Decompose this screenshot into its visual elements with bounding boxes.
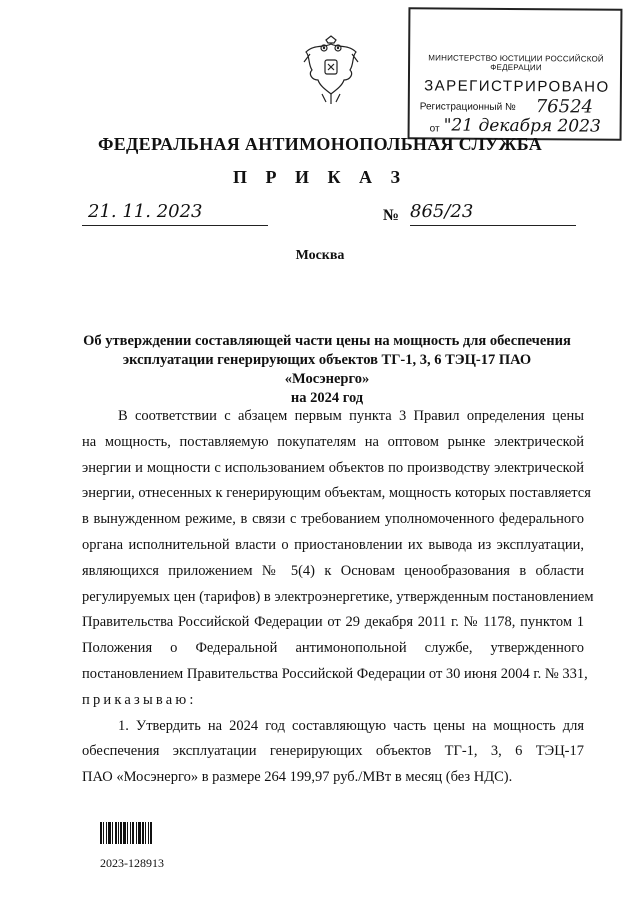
paragraph-item-1 [82, 714, 584, 791]
body-line: ПАО «Мосэнерго» в размере 264 199,97 руб./МВт в месяц (без НДС). [82, 769, 513, 786]
body-line: Правительства Российской Федерации от 29 декабря 2011 г. № 1178, пунктом 1 [82, 614, 584, 631]
registration-stamp [408, 7, 623, 140]
body-line: Положения о Федеральной антимонопольной службе, утвержденного [82, 640, 584, 657]
body-line: органа исполнительной власти о приостановлении их вывода из эксплуатации, [82, 536, 584, 553]
body-line: на мощность, поставляемую покупателям на оптовом рынке электрической [82, 433, 584, 450]
barcode-icon [100, 822, 176, 844]
body-line: в вынужденном режиме, в связи с требованием уполномоченного федерального [82, 511, 584, 528]
title-line: эксплуатации генерирующих объектов ТГ-1, 3, 6 ТЭЦ-17 ПАО «Мосэнерго» [122, 352, 532, 387]
body-line: являющихся приложением № 5(4) к Основам ценообразования в области [82, 562, 584, 579]
order-body [82, 404, 594, 791]
order-number: 865/23 [410, 201, 576, 226]
body-line: 1. Утвердить на 2024 год составляющую часть цены на мощность для [118, 717, 584, 734]
paragraph-preamble [82, 404, 594, 688]
agency-name: ФЕДЕРАЛЬНАЯ АНТИМОНОПОЛЬНАЯ СЛУЖБА [97, 134, 543, 154]
title-line: на 2024 год [290, 390, 364, 406]
body-line: энергии и мощности с использованием объектов по производству электрической [82, 459, 584, 476]
coat-of-arms-icon [300, 34, 362, 106]
body-line: регулируемых цен (тарифов) в электроэнергетике, утвержденным постановлением [82, 588, 594, 605]
city: Москва [295, 248, 345, 263]
title-line: Об утверждении составляющей части цены на мощность для обеспечения [83, 333, 571, 349]
stamp-reg-label: Регистрационный № [419, 101, 516, 114]
orders-word: приказываю: [82, 691, 197, 708]
stamp-ministry: МИНИСТЕРСТВО ЮСТИЦИИ РОССИЙСКОЙ ФЕДЕРАЦИИ [428, 53, 604, 73]
order-heading: П Р И К А З [232, 167, 408, 187]
number-sign: № [383, 207, 400, 224]
stamp-date-prefix: от [429, 123, 440, 135]
body-line: обеспечения эксплуатации генерирующих объектов ТГ-1, 3, 6 ТЭЦ-17 [82, 743, 584, 760]
document-id: 2023-128913 [100, 856, 164, 870]
order-date: 21. 11. 2023 [82, 201, 268, 226]
order-title [82, 332, 572, 408]
stamp-date-value: "21 декабря 2023 [443, 115, 601, 137]
body-line: В соответствии с абзацем первым пункта 3 Правил определения цены [118, 408, 584, 424]
stamp-registered: ЗАРЕГИСТРИРОВАНО [424, 77, 610, 96]
stamp-reg-number: 76524 [535, 96, 594, 118]
body-line: энергии, отнесенных к генерирующим объектам, мощность которых поставляется [82, 485, 591, 502]
body-line: постановлением Правительства Российской Федерации от 30 июня 2004 г. № 331, [82, 665, 588, 682]
